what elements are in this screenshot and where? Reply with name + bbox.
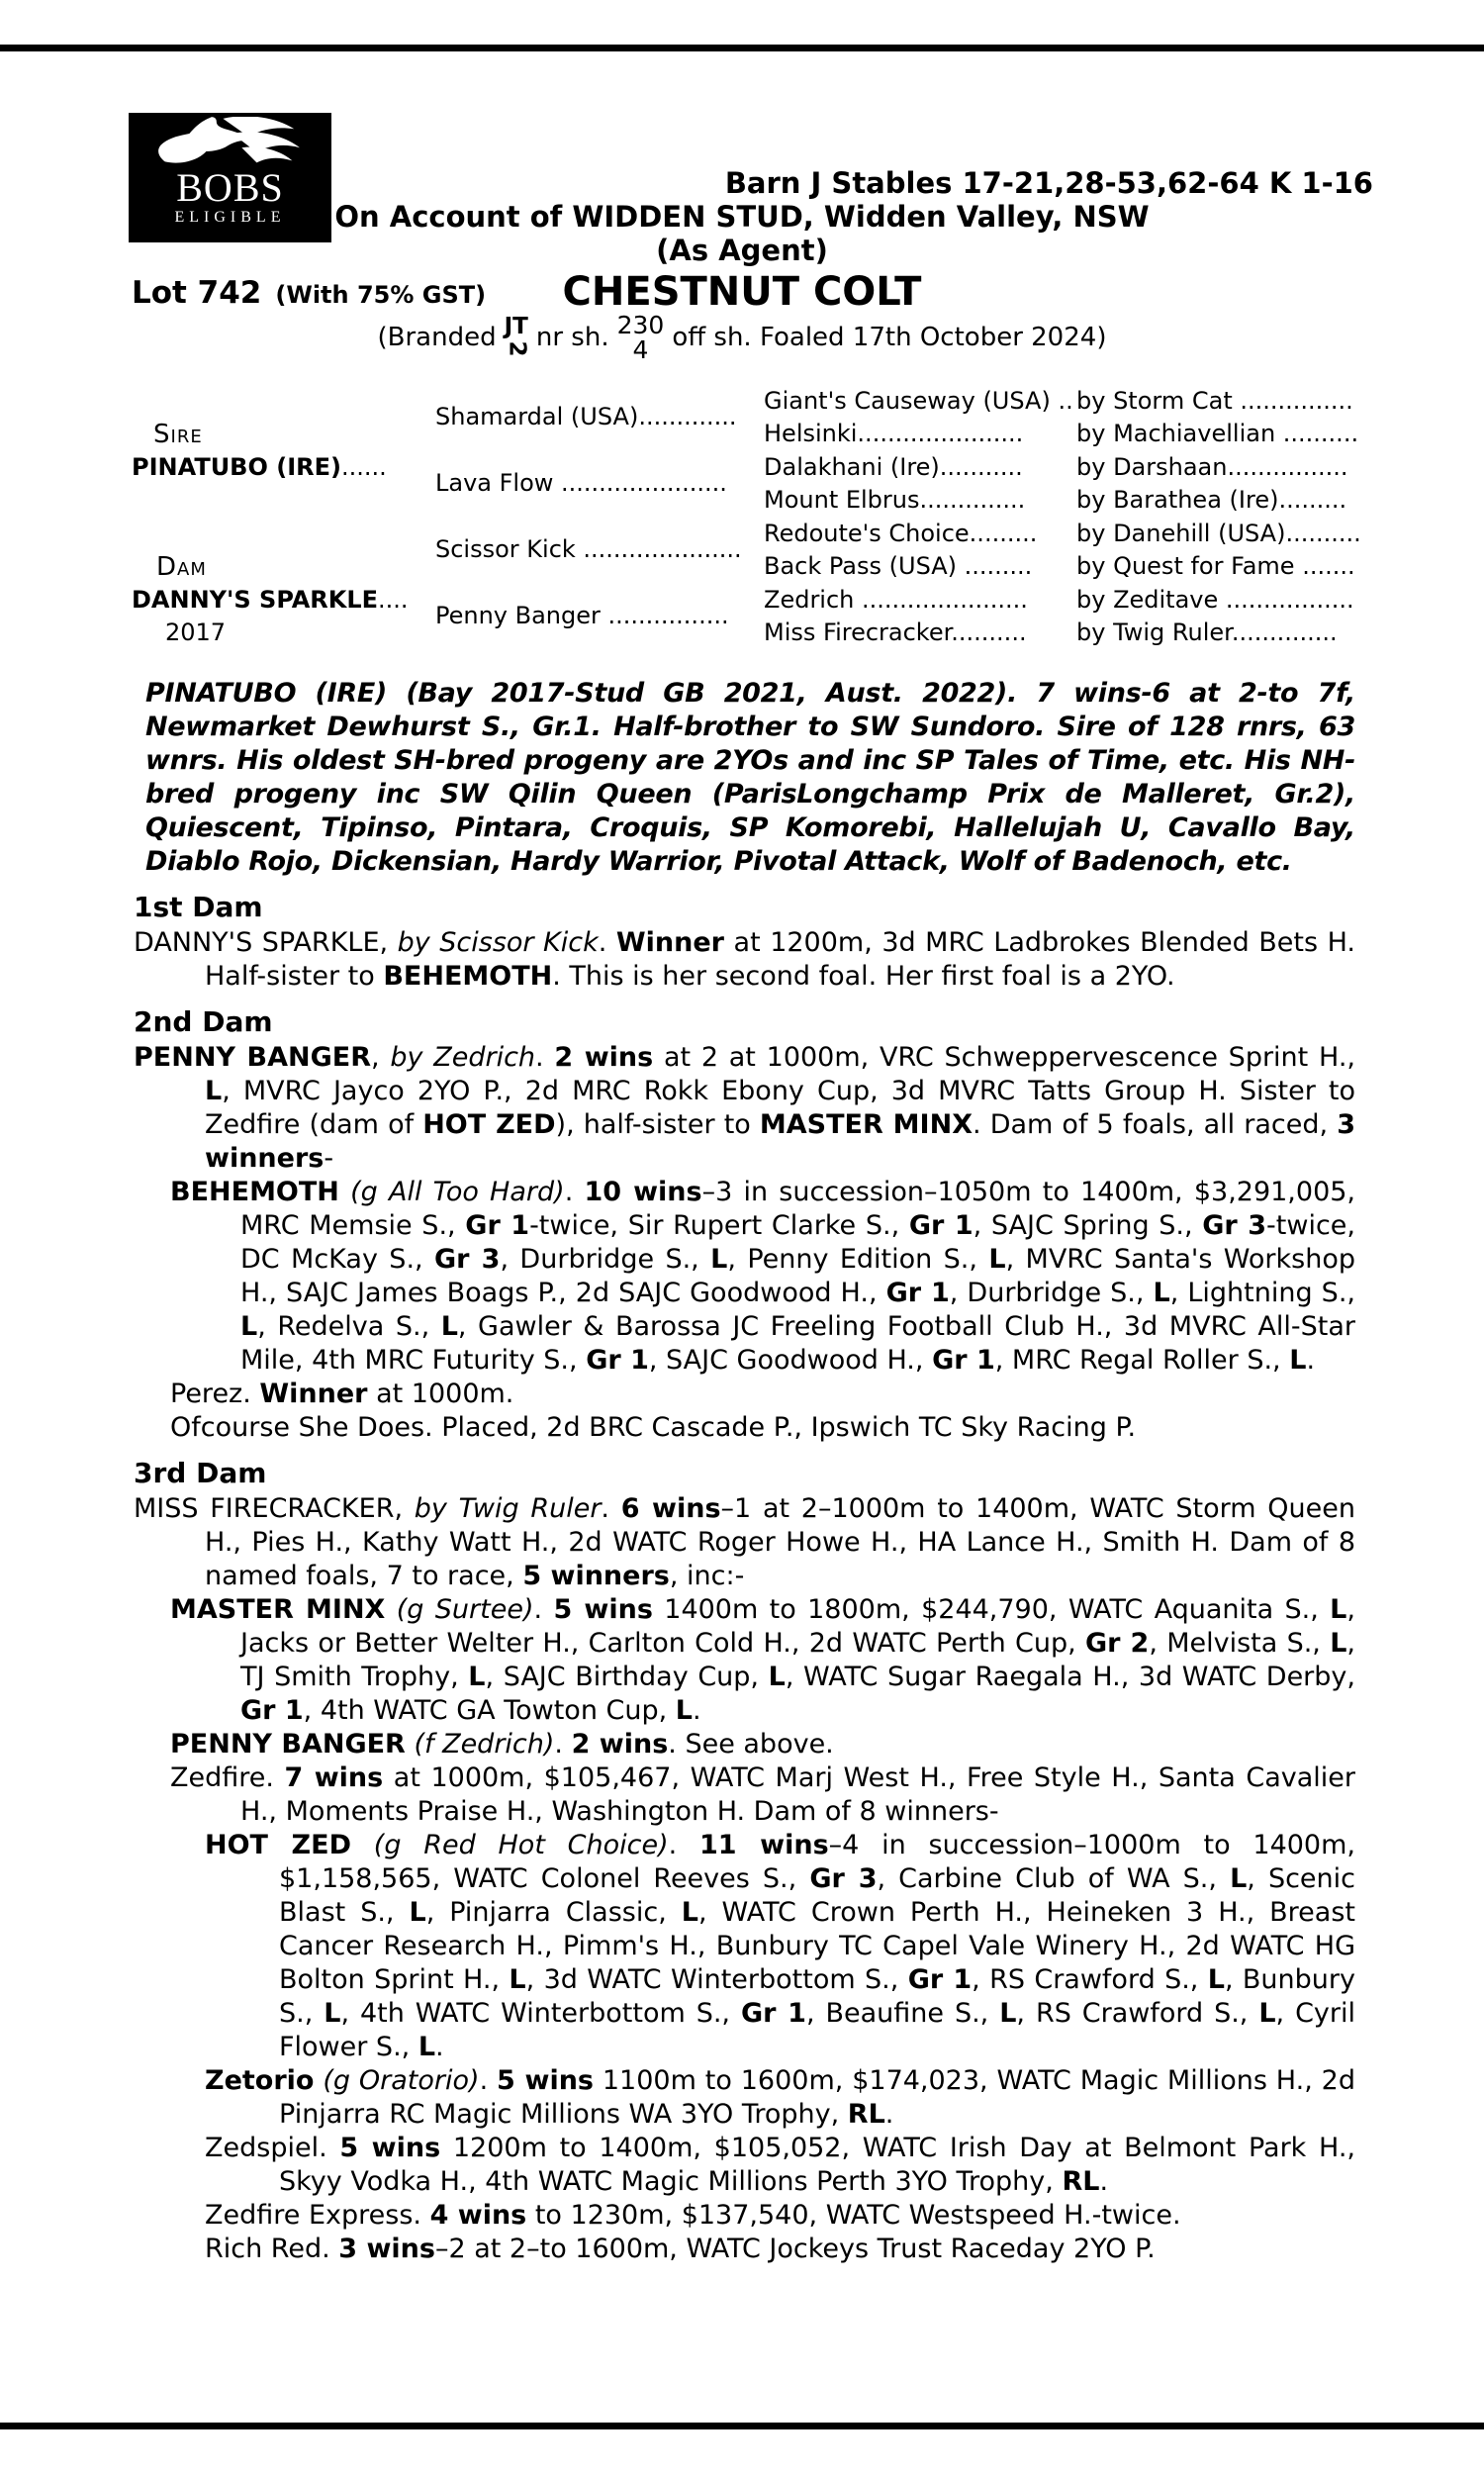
text-run: (g All Too Hard) [350,1177,565,1207]
pedigree-entry: Dalakhani (Ire)........... [764,453,1023,481]
text-run: . [601,1493,621,1524]
text-run: , MRC Regal Roller S., [994,1345,1290,1376]
text-run: 5 winners [522,1561,670,1591]
text-run: . [479,2065,498,2096]
text-run: at 2 at 1000m, VRC Schweppervescence Sprint H., [653,1042,1355,1073]
text-run: 6 wins [620,1493,721,1524]
text-run: BEHEMOTH [170,1177,339,1207]
text-run: HOT ZED [422,1109,556,1140]
brand-mark [504,313,530,360]
text-run: Zedfire. [170,1762,285,1793]
pedigree-entry: by Twig Ruler.............. [1076,618,1338,646]
text-run: 2 wins [571,1729,669,1760]
pedigree-paragraph [170,1761,1355,1829]
dam-heading: 3rd Dam [134,1457,267,1489]
text-run: MASTER MINX [759,1109,974,1140]
pedigree-entry: Zedrich ...................... [764,586,1028,614]
text-run: , Beaufine S., [805,1998,1000,2029]
sire-label: Sire [153,420,203,449]
text-run: , RS Crawford S., [972,1964,1208,1995]
text-run: , Durbridge S., [949,1278,1154,1308]
text-run: L [1207,1964,1225,1995]
sire-name [132,453,387,481]
lot-number: Lot 742 [132,275,262,311]
top-rule [0,45,1484,51]
text-run: 5 wins [553,1594,653,1625]
text-run: at 1200m, 3d MRC Ladbrokes Blended Bets H. Half-sister to [205,927,1355,992]
text-run: , MVRC Jayco 2YO P., 2d MRC Rokk Ebony Cup, 3d MVRC Tatts Group H. Sister to Zedfire (dam of [205,1076,1355,1140]
text-run: Zedspiel. [205,2133,340,2163]
text-run [314,2065,323,2096]
text-run: , Pinjarra Classic, [425,1897,682,1928]
text-run: , [371,1042,391,1073]
text-run: . See above. [668,1729,834,1760]
text-run: 3 wins [338,2234,435,2264]
text-run: Gr 2 [1084,1628,1150,1659]
text-run: , SAJC Goodwood H., [648,1345,933,1376]
text-run: Winner [615,927,724,958]
text-run: (g Surtee) [396,1594,534,1625]
pedigree-entry: Redoute's Choice......... [764,520,1038,547]
pedigree-paragraph [134,1492,1355,1593]
brand-mark-top: JT [504,313,528,339]
text-run: by Zedrich [390,1042,536,1073]
text-run: , inc:- [669,1561,745,1591]
pedigree-entry: Miss Firecracker.......... [764,618,1027,646]
text-run: , Durbridge S., [500,1244,711,1275]
pedigree-paragraph [170,1378,1355,1411]
pedigree-paragraph [170,1593,1355,1728]
text-run: 2 wins [554,1042,654,1073]
text-run: (g Oratorio) [323,2065,480,2096]
pedigree-entry: by Storm Cat ............... [1076,387,1353,415]
dam-label: Dam [156,552,207,582]
pedigree-entry: Scissor Kick ..................... [435,535,742,563]
text-run: L [1330,1594,1347,1625]
text-run: , Lightning S., [1169,1278,1355,1308]
text-run: 5 wins [497,2065,594,2096]
pedigree-entry: by Darshaan................ [1076,453,1348,481]
text-run: (f Zedrich) [414,1729,555,1760]
text-run: . Dam of 5 foals, all raced, [973,1109,1338,1140]
text-run: L [999,1998,1017,2029]
text-run: , 4th WATC Winterbottom S., [340,1998,741,2029]
text-run: -twice, DC McKay S., [240,1210,1355,1275]
text-run: , SAJC Birthday Cup, [485,1662,769,1692]
text-run: Gr 1 [907,1964,973,1995]
text-run: L [509,1964,526,1995]
dam-year: 2017 [165,618,227,646]
text-run: . [435,2032,444,2062]
text-run: by Twig Ruler [414,1493,602,1524]
dam-name [132,586,409,614]
text-run: Rich Red. [205,2234,339,2264]
dam-name-dots: .... [378,586,409,614]
lot-row [132,275,486,311]
text-run: L [675,1695,694,1726]
text-run: L [440,1311,458,1342]
text-run: , SAJC Spring S., [973,1210,1203,1241]
branded-mid: nr sh. [535,323,609,352]
text-run: L [324,1998,341,2029]
text-run: Gr 3 [434,1244,501,1275]
pedigree-entry: by Danehill (USA).......... [1076,520,1361,547]
text-run: DANNY'S SPARKLE, [134,927,398,958]
pedigree-paragraph [170,1411,1355,1445]
text-run: 1200m to 1400m, $105,052, WATC Irish Day at Belmont Park H., Skyy Vodka H., 4th WATC Magic Millions Perth 3YO Trophy, [279,2133,1355,2197]
text-run: , Carbine Club of WA S., [877,1863,1231,1894]
text-run: , Cyril Flower S., [279,1998,1356,2062]
text-run: -twice, Sir Rupert Clarke S., [529,1210,909,1241]
text-run: , 4th WATC GA Towton Cup, [303,1695,676,1726]
text-run [351,1830,374,1860]
text-run: . [884,2099,894,2130]
text-run: Gr 1 [885,1278,950,1308]
sire-name-dots: ...... [340,453,387,481]
branded-line [0,313,1484,362]
text-run: PENNY BANGER [134,1042,372,1073]
text-run: L [1258,1998,1276,2029]
text-run: Gr 1 [932,1345,995,1376]
text-run: PENNY BANGER [170,1729,406,1760]
text-run: 3 winners [205,1109,1355,1174]
consignor-line: On Account of WIDDEN STUD, Widden Valley, NSW [334,200,1150,234]
logo-wordmark: BOBS [176,165,284,210]
text-run: L [409,1897,426,1928]
text-run: 5 wins [339,2133,441,2163]
dam-name-text: DANNY'S SPARKLE [132,586,379,614]
pedigree-paragraph [205,2132,1355,2199]
text-run: L [468,1662,486,1692]
text-run: L [988,1244,1006,1275]
text-run: , Redelva S., [257,1311,441,1342]
text-run: , WATC Sugar Raegala H., 3d WATC Derby, [785,1662,1355,1692]
pedigree-paragraph [134,926,1355,994]
bottom-rule [0,2423,1484,2429]
text-run: L [1153,1278,1170,1308]
text-run: L [681,1897,698,1928]
text-run: L [768,1662,786,1692]
text-run: 11 wins [699,1830,829,1860]
pedigree-paragraph [205,2233,1355,2266]
brand-number-top: 230 [616,311,665,339]
pedigree-paragraph [170,1176,1355,1378]
text-run: , WATC Crown Perth H., Heineken 3 H., Breast Cancer Research H., Pimm's H., Bunbury TC Capel Vale Winery H., 2d WATC HG Bolton Sprint H., [279,1897,1355,1995]
text-run: at 1000m. [367,1379,514,1409]
gst-note: (With 75% GST) [275,281,487,309]
text-run: Gr 3 [809,1863,878,1894]
pedigree-entry: Back Pass (USA) ......... [764,552,1033,580]
text-run: , Melvista S., [1149,1628,1331,1659]
text-run: . [554,1729,572,1760]
text-run: BEHEMOTH [383,961,553,992]
pedigree-entry: by Machiavellian .......... [1076,420,1359,447]
text-run: , Bunbury S., [279,1964,1355,2029]
text-run: L [710,1244,728,1275]
text-run: 10 wins [584,1177,702,1207]
text-run: Zetorio [205,2065,315,2096]
text-run: . [598,927,616,958]
logo-subtext: ELIGIBLE [174,209,286,226]
dams-container [134,891,1355,2266]
text-run: 7 wins [284,1762,384,1793]
text-run: , Jacks or Better Welter H., Carlton Cold H., 2d WATC Perth Cup, [240,1594,1355,1659]
text-run: Perez. [170,1379,260,1409]
text-run: –3 in succession–1050m to 1400m, $3,291,005, MRC Memsie S., [240,1177,1356,1241]
text-run: L [1230,1863,1248,1894]
dam-heading: 2nd Dam [134,1005,273,1038]
text-run: 1100m to 1600m, $174,023, WATC Magic Millions H., 2d Pinjarra RC Magic Millions WA 3YO Trophy, [279,2065,1355,2130]
text-run: . This is her second foal. Her first foal is a 2YO. [552,961,1175,992]
branded-suffix: off sh. Foaled 17th October 2024) [672,323,1107,352]
text-run: –2 at 2–to 1600m, WATC Jockeys Trust Raceday 2YO P. [434,2234,1156,2264]
text-run: (g Red Hot Choice) [373,1830,669,1860]
text-run: Gr 1 [465,1210,530,1241]
pedigree-paragraph [205,2199,1355,2233]
pedigree-entry: by Zeditave ................. [1076,586,1354,614]
text-run: , TJ Smith Trophy, [240,1628,1355,1692]
pedigree-paragraph [205,1829,1355,2064]
text-run: , Penny Edition S., [727,1244,989,1275]
pedigree-entry: Giant's Causeway (USA) .. [764,387,1073,415]
text-run: Gr 3 [1202,1210,1267,1241]
text-run: –1 at 2–1000m to 1400m, WATC Storm Queen H., Pies H., Kathy Watt H., 2d WATC Roger Howe H., HA Lance H., Smith H. Dam of 8 named foals, 7 to race, [205,1493,1355,1591]
text-run: , Scenic Blast S., [279,1863,1356,1928]
text-run: HOT ZED [205,1830,351,1860]
dam-heading: 1st Dam [134,891,263,923]
text-run: at 1000m, $105,467, WATC Marj West H., Free Style H., Santa Cavalier H., Moments Praise H., Washington H. Dam of 8 winners- [240,1762,1355,1827]
sire-summary: PINATUBO (IRE) (Bay 2017-Stud GB 2021, Aust. 2022). 7 wins-6 at 2-to 7f, Newmarket Dewhurst S., Gr.1. Half-brother to SW Sundoro. Sire of 128 rnrs, 63 wnrs. His oldest SH-bred progeny are 2YOs and inc SP Tales of Time, etc. His NH-bred progeny inc SW Qilin Queen (ParisLongchamp Prix de Malleret, Gr.2), Quiescent, Tipinso, Pintara, Croquis, SP Komorebi, Hallelujah U, Cavallo Bay, Diablo Rojo, Dickensian, Hardy Warrior, Pivotal Attack, Wolf of Badenoch, etc. [145,678,1355,877]
text-run: to 1230m, $137,540, WATC Westspeed H.-twice. [526,2200,1181,2231]
pedigree-body [134,677,1355,2266]
text-run: MISS FIRECRACKER, [134,1493,415,1524]
text-run: L [240,1311,258,1342]
text-run: Gr 1 [908,1210,974,1241]
sire-name-text: PINATUBO (IRE) [132,453,341,481]
brand-number-bottom: 4 [632,335,649,364]
pedigree-paragraph [205,2064,1355,2132]
text-run: . [535,1042,555,1073]
text-run: MASTER MINX [170,1594,386,1625]
text-run: Ofcourse She Does. Placed, 2d BRC Cascade P., Ipswich TC Sky Racing P. [170,1412,1137,1443]
text-run: Gr 1 [740,1998,806,2029]
brand-number [617,313,665,362]
text-run: . [1306,1345,1316,1376]
text-run: L [1330,1628,1347,1659]
pedigree-entry: Lava Flow ...................... [435,469,727,497]
brand-mark-bottom: 2 [504,339,530,357]
text-run: L [417,2032,436,2062]
text-run: Zedfire Express. [205,2200,430,2231]
text-run: , RS Crawford S., [1016,1998,1259,2029]
pedigree-entry: Shamardal (USA)............. [435,403,737,430]
text-run: ), half-sister to [555,1109,760,1140]
text-run: RL [1062,2166,1100,2197]
pedigree-entry: by Quest for Fame ....... [1076,552,1355,580]
pedigree-entry: by Barathea (Ire)......... [1076,486,1347,514]
text-run: L [1289,1345,1307,1376]
text-run: . [533,1594,554,1625]
pedigree-entry: Helsinki...................... [764,420,1024,447]
text-run: . [564,1177,585,1207]
agent-line: (As Agent) [656,234,828,267]
branded-prefix: (Branded [377,323,497,352]
text-run: Gr 1 [586,1345,649,1376]
text-run: . [1099,2166,1109,2197]
text-run: . [693,1695,701,1726]
barn-line: Barn J Stables 17-21,28-53,62-64 K 1-16 [724,166,1373,200]
text-run: Winner [259,1379,368,1409]
text-run: by Scissor Kick [397,927,599,958]
text-run: L [205,1076,223,1106]
text-run: . [668,1830,700,1860]
horse-head-icon [137,117,325,168]
text-run: , MVRC Santa's Workshop H., SAJC James Boags P., 2d SAJC Goodwood H., [240,1244,1355,1308]
text-run [339,1177,350,1207]
pedigree-entry: Penny Banger ................ [435,602,729,629]
text-run: , 3d WATC Winterbottom S., [525,1964,908,1995]
pedigree-entry: Mount Elbrus.............. [764,486,1026,514]
pedigree-paragraph [170,1728,1355,1761]
pedigree-paragraph [134,1041,1355,1176]
text-run: 1400m to 1800m, $244,790, WATC Aquanita S., [652,1594,1331,1625]
text-run: , Gawler & Barossa JC Freeling Football Club H., 3d MVRC All-Star Mile, 4th MRC Futurity S., [240,1311,1355,1376]
text-run: Gr 1 [240,1695,304,1726]
text-run: 4 wins [429,2200,527,2231]
lot-title: CHESTNUT COLT [562,269,922,315]
text-run: RL [847,2099,885,2130]
text-run [385,1594,396,1625]
text-run: –4 in succession–1000m to 1400m, $1,158,565, WATC Colonel Reeves S., [279,1830,1355,1894]
text-run: - [324,1143,334,1174]
